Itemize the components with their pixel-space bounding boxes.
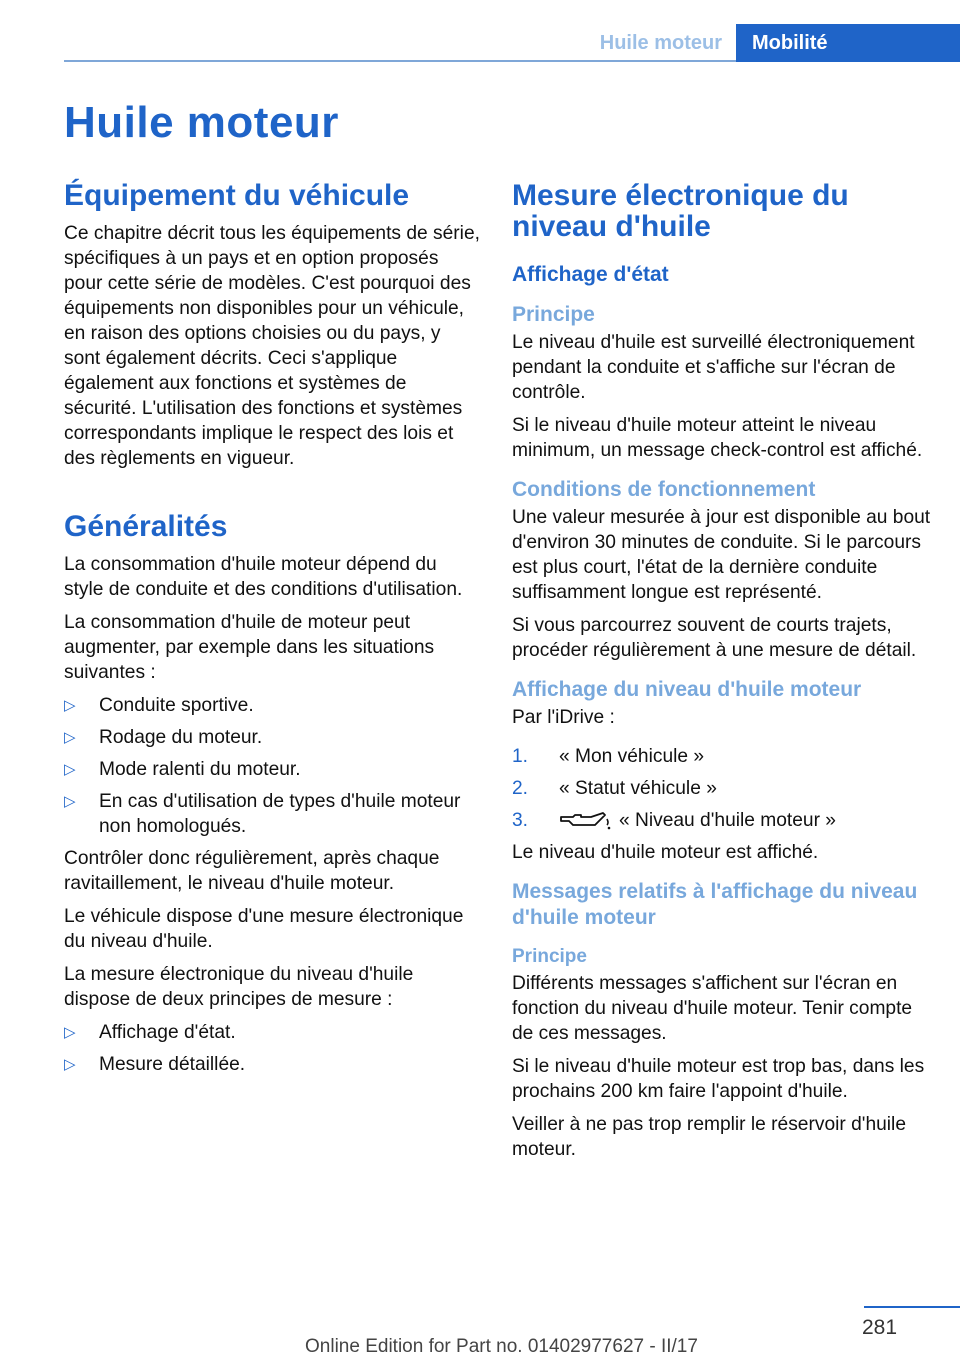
messages-paragraph-3: Veiller à ne pas trop remplir le réservoir d'huile moteur. [512,1114,906,1160]
list-item-text: Rodage du moteur. [99,727,263,748]
status-display-heading: Affichage d'état [512,263,669,286]
list-item-text: Mesure détaillée. [99,1054,246,1075]
oil-level-display-heading: Affichage du niveau d'huile moteur [512,678,862,701]
idrive-steps [512,744,932,833]
triangle-bullet-icon: ▷ [64,761,76,778]
step-number: 3. [512,810,529,831]
general-heading: Généralités [64,510,228,543]
conditions-paragraph-2: Si vous parcourrez souvent de courts trajets, procéder régulièrement à une mesure de détail. [512,615,917,661]
right-column [512,180,932,1170]
triangle-bullet-icon: ▷ [64,1056,76,1073]
messages-paragraph-1: Différents messages s'affichent sur l'écran en fonction du niveau d'huile moteur. Tenir compte de ces messages. [512,973,913,1044]
principle-paragraph-1: Le niveau d'huile est surveillé électroniquement pendant la conduite et s'affiche sur l'écran de contrôle. [512,332,915,403]
triangle-bullet-icon: ▷ [64,729,76,746]
triangle-bullet-icon: ▷ [64,697,76,714]
oil-level-intro: Par l'iDrive : [512,707,615,728]
general-paragraph-1: La consommation d'huile moteur dépend du style de conduite et des conditions d'utilisation. [64,554,463,600]
list-item-text: Conduite sportive. [99,695,254,716]
step-number: 1. [512,746,529,767]
chapter-tab[interactable]: Mobilité [736,24,960,62]
equipment-text: Ce chapitre décrit tous les équipements de série, spécifiques à un pays et en option proposés pour cette série de modèles. C'est pourquoi des équipements non disponibles pour un véhicule, en raison des options choisies ou du pays, y sont également décrits. Ceci s'applique également aux fonctions et systèmes de sécurité. L'utilisation des fonctions et systèmes correspondants implique le respect des lois et des règlements en vigueur. [64,223,480,469]
list-item [64,1020,480,1045]
oil-can-icon [559,811,613,831]
step-item [512,744,932,769]
general-paragraph-3: Contrôler donc régulièrement, après chaque ravitaillement, le niveau d'huile moteur. [64,848,440,894]
messages-principle-heading: Principe [512,946,587,967]
page-title: Huile moteur [64,98,339,147]
general-paragraph-2: La consommation d'huile de moteur peut augmenter, par exemple dans les situations suivantes : [64,612,435,683]
step-number: 2. [512,778,529,799]
left-column [64,180,480,1084]
messages-paragraph-2: Si le niveau d'huile moteur est trop bas, dans les prochains 200 km faire l'appoint d'huile. [512,1056,925,1102]
list-item [64,757,480,782]
principles-list [64,1020,480,1077]
step-text: « Statut véhicule » [559,778,717,799]
list-item-text: Mode ralenti du moteur. [99,759,301,780]
general-paragraph-5: La mesure électronique du niveau d'huile dispose de deux principes de mesure : [64,964,414,1010]
list-item [64,789,480,839]
list-item [64,693,480,718]
oil-level-result: Le niveau d'huile moteur est affiché. [512,842,819,863]
triangle-bullet-icon: ▷ [64,1024,76,1041]
messages-heading: Messages relatifs à l'affichage du niveau d'huile moteur [512,880,918,929]
measurement-heading: Mesure électronique du niveau d'huile [512,179,849,243]
edition-note: Online Edition for Part no. 01402977627 - II/17 [305,1336,698,1357]
step-item [512,808,932,833]
triangle-bullet-icon: ▷ [64,793,76,810]
list-item [64,1052,480,1077]
step-item [512,776,932,801]
list-item-text: Affichage d'état. [99,1022,236,1043]
page-number: 281 [862,1316,898,1339]
list-item [64,725,480,750]
equipment-heading: Équipement du véhicule [64,179,410,212]
situations-list [64,693,480,839]
footer-rule [864,1306,960,1308]
step-text: « Niveau d'huile moteur » [619,810,836,831]
principle-heading: Principe [512,303,595,326]
conditions-heading: Conditions de fonctionnement [512,478,816,501]
conditions-paragraph-1: Une valeur mesurée à jour est disponible au bout d'environ 30 minutes de conduite. Si le parcours est plus court, l'état de la dernière conduite suffisamment longue est représenté. [512,507,931,603]
general-paragraph-4: Le véhicule dispose d'une mesure électronique du niveau d'huile. [64,906,464,952]
list-item-text: En cas d'utilisation de types d'huile moteur non homologués. [99,791,461,837]
section-tab[interactable]: Huile moteur [599,32,722,54]
step-text: « Mon véhicule » [559,746,705,767]
principle-paragraph-2: Si le niveau d'huile moteur atteint le niveau minimum, un message check-control est affiché. [512,415,923,461]
